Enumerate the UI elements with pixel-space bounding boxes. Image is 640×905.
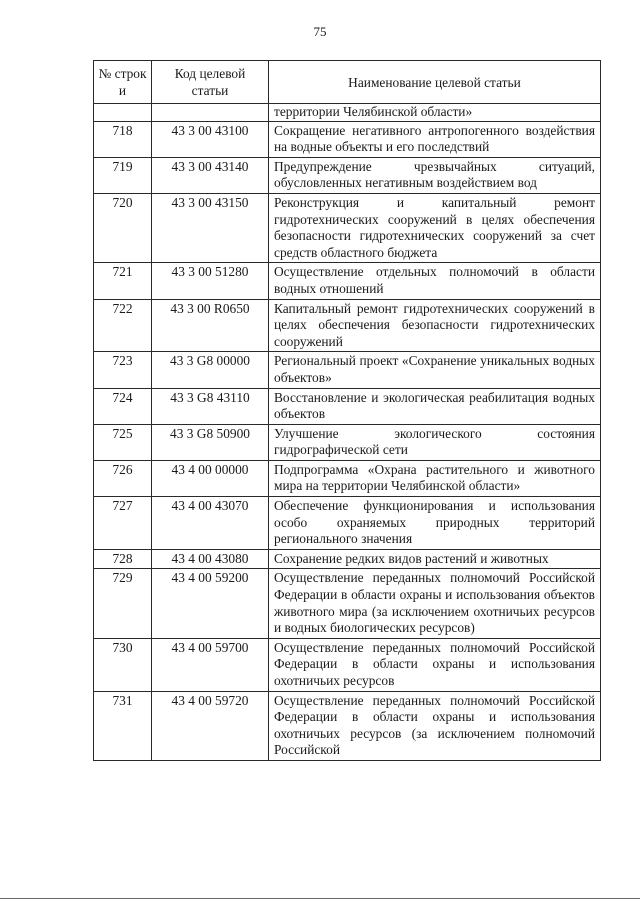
- table-row: [94, 193, 601, 262]
- target-code-cell: 43 4 00 00000: [152, 460, 269, 496]
- target-code-cell: 43 4 00 59200: [152, 569, 269, 638]
- header-article-name: Наименование целевой статьи: [269, 61, 601, 104]
- row-number-cell: 731: [94, 691, 152, 760]
- header-target-code: Код целевой статьи: [152, 61, 269, 104]
- continuation-num-cell: [94, 104, 152, 122]
- target-code-cell: 43 4 00 59720: [152, 691, 269, 760]
- continuation-row: [94, 104, 601, 122]
- header-row-number: № строк и: [94, 61, 152, 104]
- target-code-cell: 43 3 00 43140: [152, 157, 269, 193]
- article-name-cell: Обеспечение функционирования и использования особо охраняемых природных территорий регионального значения: [269, 497, 601, 550]
- table-header-row: [94, 61, 601, 104]
- row-number-cell: 721: [94, 263, 152, 299]
- row-number-cell: 720: [94, 193, 152, 262]
- article-name-cell: Региональный проект «Сохранение уникальных водных объектов»: [269, 352, 601, 388]
- row-number-cell: 724: [94, 388, 152, 424]
- row-number-cell: 723: [94, 352, 152, 388]
- article-name-cell: Осуществление отдельных полномочий в области водных отношений: [269, 263, 601, 299]
- row-number-cell: 718: [94, 121, 152, 157]
- target-code-cell: 43 4 00 43080: [152, 549, 269, 569]
- table-row: [94, 497, 601, 550]
- row-number-cell: 730: [94, 638, 152, 691]
- table-row: [94, 388, 601, 424]
- row-number-cell: 719: [94, 157, 152, 193]
- article-name-cell: Осуществление переданных полномочий Российской Федерации в области охраны и использования охотничьих ресурсов (за исключением полномочий Российской: [269, 691, 601, 760]
- article-name-cell: Сохранение редких видов растений и животных: [269, 549, 601, 569]
- page-number: 75: [313, 24, 327, 39]
- target-articles-table: [93, 60, 601, 761]
- table-row: [94, 549, 601, 569]
- table-row: [94, 691, 601, 760]
- article-name-cell: Улучшение экологического состояния гидрографической сети: [269, 424, 601, 460]
- article-name-cell: Восстановление и экологическая реабилитация водных объектов: [269, 388, 601, 424]
- row-number-cell: 727: [94, 497, 152, 550]
- article-name-cell: Осуществление переданных полномочий Российской Федерации в области охраны и использования объектов животного мира (за исключением охотничьих ресурсов и водных биологических ресурсов): [269, 569, 601, 638]
- target-code-cell: 43 3 00 43150: [152, 193, 269, 262]
- target-code-cell: 43 4 00 59700: [152, 638, 269, 691]
- article-name-cell: Сокращение негативного антропогенного воздействия на водные объекты и его последствий: [269, 121, 601, 157]
- article-name-cell: Предупреждение чрезвычайных ситуаций, обусловленных негативным воздействием вод: [269, 157, 601, 193]
- continuation-code-cell: [152, 104, 269, 122]
- target-code-cell: 43 4 00 43070: [152, 497, 269, 550]
- table-body: [94, 104, 601, 761]
- row-number-cell: 726: [94, 460, 152, 496]
- target-code-cell: 43 3 00 51280: [152, 263, 269, 299]
- table-row: [94, 460, 601, 496]
- table-row: [94, 263, 601, 299]
- article-name-cell: Реконструкция и капитальный ремонт гидротехнических сооружений в целях обеспечения безопасности гидротехнических сооружений за счет средств областного бюджета: [269, 193, 601, 262]
- table-row: [94, 157, 601, 193]
- target-code-cell: 43 3 G8 00000: [152, 352, 269, 388]
- row-number-cell: 729: [94, 569, 152, 638]
- table-row: [94, 638, 601, 691]
- row-number-cell: 722: [94, 299, 152, 352]
- table-row: [94, 569, 601, 638]
- target-code-cell: 43 3 00 43100: [152, 121, 269, 157]
- page-bottom-rule: [0, 898, 640, 899]
- target-code-cell: 43 3 00 R0650: [152, 299, 269, 352]
- table-row: [94, 299, 601, 352]
- row-number-cell: 725: [94, 424, 152, 460]
- table-row: [94, 121, 601, 157]
- target-code-cell: 43 3 G8 43110: [152, 388, 269, 424]
- article-name-cell: Подпрограмма «Охрана растительного и животного мира на территории Челябинской области»: [269, 460, 601, 496]
- continuation-text: территории Челябинской области»: [269, 104, 601, 122]
- article-name-cell: Осуществление переданных полномочий Российской Федерации в области охраны и использования охотничьих ресурсов: [269, 638, 601, 691]
- target-code-cell: 43 3 G8 50900: [152, 424, 269, 460]
- table-row: [94, 424, 601, 460]
- row-number-cell: 728: [94, 549, 152, 569]
- article-name-cell: Капитальный ремонт гидротехнических сооружений в целях обеспечения безопасности гидротехнических сооружений: [269, 299, 601, 352]
- table-row: [94, 352, 601, 388]
